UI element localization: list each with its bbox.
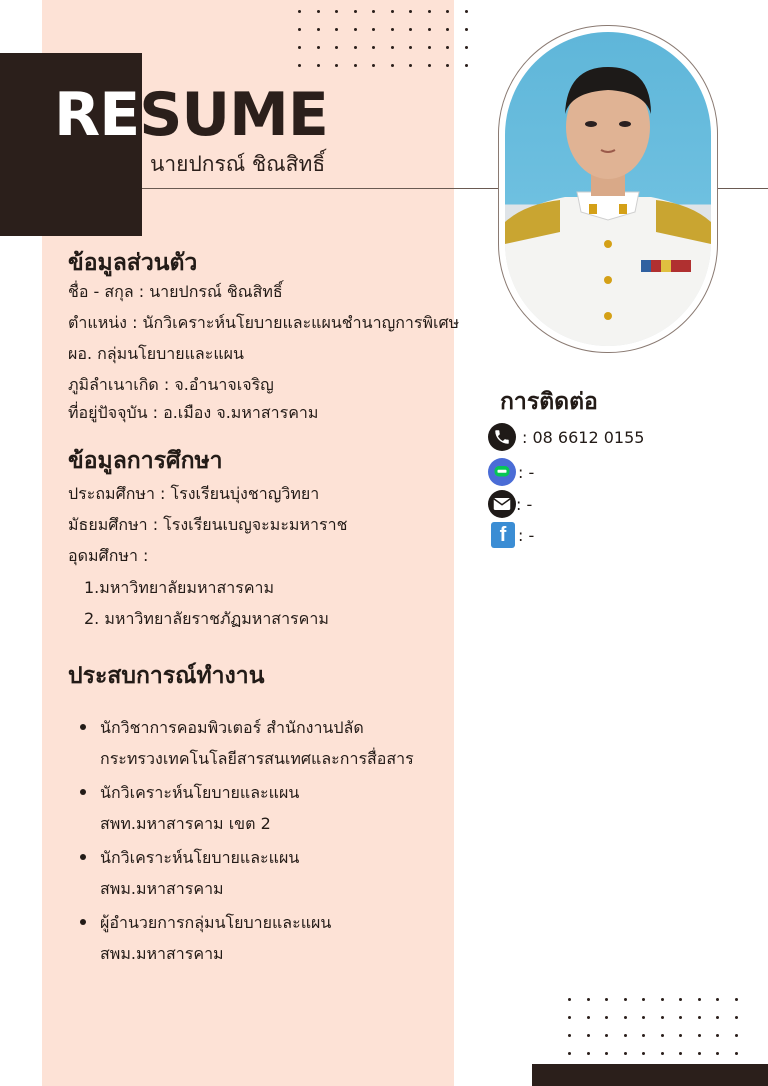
- decor-dot: [735, 1052, 738, 1055]
- decor-dot: [446, 28, 449, 31]
- experience-item-line1: นักวิชาการคอมพิวเตอร์ สำนักงานปลัด: [100, 718, 364, 737]
- decor-dot: [679, 998, 682, 1001]
- experience-list: [78, 712, 448, 972]
- decor-dot: [298, 64, 301, 67]
- decor-dot: [698, 1016, 701, 1019]
- contact-phone-row: [488, 422, 644, 452]
- decor-dot: [391, 46, 394, 49]
- decor-dot: [568, 1034, 571, 1037]
- decor-dot: [587, 998, 590, 1001]
- decor-dot: [661, 998, 664, 1001]
- personal-line-address: ที่อยู่ปัจจุบัน : อ.เมือง จ.มหาสารคาม: [68, 403, 319, 422]
- decor-dot: [298, 28, 301, 31]
- decor-dot: [372, 46, 375, 49]
- decor-dot: [716, 1016, 719, 1019]
- decor-dot: [661, 1052, 664, 1055]
- decor-dot: [335, 46, 338, 49]
- contact-facebook: : -: [518, 525, 535, 545]
- experience-item: [78, 777, 448, 839]
- decor-dot: [624, 998, 627, 1001]
- decor-dot: [642, 1052, 645, 1055]
- decor-dot: [587, 1016, 590, 1019]
- decor-dot: [465, 64, 468, 67]
- decor-dot: [428, 10, 431, 13]
- contact-facebook-row: [488, 520, 534, 550]
- decor-dot: [679, 1052, 682, 1055]
- personal-heading: ข้อมูลส่วนตัว: [68, 250, 198, 276]
- experience-item: [78, 712, 448, 774]
- education-heading: ข้อมูลการศึกษา: [68, 448, 223, 474]
- experience-item-line1: นักวิเคราะห์นโยบายและแผน: [100, 848, 300, 867]
- contact-email-row: [488, 489, 532, 519]
- decor-dot: [317, 28, 320, 31]
- decor-dot: [698, 1052, 701, 1055]
- experience-item-line2: กระทรวงเทคโนโลยีสารสนเทศและการสื่อสาร: [100, 749, 414, 768]
- decor-dot: [335, 28, 338, 31]
- decor-dot: [428, 64, 431, 67]
- decor-dot: [446, 64, 449, 67]
- title-part-white: RE: [54, 80, 140, 150]
- mail-icon: [488, 490, 516, 518]
- experience-item-line2: สพม.มหาสารคาม: [100, 879, 224, 898]
- facebook-icon: f: [491, 522, 515, 548]
- decor-dot: [465, 46, 468, 49]
- personal-line-name: ชื่อ - สกุล : นายปกรณ์ ชิณสิทธิ์: [68, 282, 283, 301]
- decor-dot: [317, 46, 320, 49]
- decor-dot: [335, 64, 338, 67]
- decor-dot: [605, 1016, 608, 1019]
- personal-line-director: ผอ. กลุ่มนโยบายและแผน: [68, 344, 244, 363]
- decor-dot: [465, 10, 468, 13]
- decor-dot: [409, 28, 412, 31]
- contact-line: : -: [518, 462, 535, 482]
- decor-dot: [391, 10, 394, 13]
- experience-item: [78, 842, 448, 904]
- decor-dot: [354, 10, 357, 13]
- decor-dot: [605, 998, 608, 1001]
- decor-dot: [716, 1034, 719, 1037]
- decor-dot: [354, 64, 357, 67]
- decor-dot: [735, 1034, 738, 1037]
- experience-item-line2: สพท.มหาสารคาม เขต 2: [100, 814, 271, 833]
- decor-dot: [372, 28, 375, 31]
- decorative-dots-top: [298, 10, 478, 70]
- university-2: 2. มหาวิทยาลัยราชภัฏมหาสารคาม: [84, 609, 329, 628]
- decor-dot: [642, 1016, 645, 1019]
- experience-heading: ประสบการณ์ทำงาน: [68, 663, 265, 689]
- decor-dot: [735, 1016, 738, 1019]
- decor-dot: [735, 998, 738, 1001]
- decor-dot: [568, 1052, 571, 1055]
- contact-email: : -: [516, 494, 533, 514]
- decor-dot: [298, 10, 301, 13]
- education-higher: อุดมศึกษา :: [68, 546, 149, 565]
- contact-heading: การติดต่อ: [500, 389, 598, 415]
- divider-line-left: [142, 188, 498, 189]
- decor-dot: [624, 1034, 627, 1037]
- decor-dot: [661, 1016, 664, 1019]
- decor-dot: [568, 998, 571, 1001]
- decor-dot: [372, 64, 375, 67]
- decor-dot: [317, 10, 320, 13]
- decor-dot: [624, 1016, 627, 1019]
- decor-dot: [716, 1052, 719, 1055]
- decor-dot: [587, 1052, 590, 1055]
- portrait-illustration: [505, 32, 711, 346]
- decor-dot: [428, 28, 431, 31]
- decor-dot: [409, 64, 412, 67]
- decor-dot: [661, 1034, 664, 1037]
- decor-dot: [716, 998, 719, 1001]
- decor-dot: [428, 46, 431, 49]
- decor-dot: [354, 46, 357, 49]
- decor-dot: [298, 46, 301, 49]
- decor-dot: [605, 1052, 608, 1055]
- decor-dot: [409, 10, 412, 13]
- decor-dot: [642, 1034, 645, 1037]
- contact-phone: : 08 6612 0155: [522, 427, 645, 447]
- decor-dot: [391, 28, 394, 31]
- decor-dot: [391, 64, 394, 67]
- divider-line-right: [716, 188, 768, 189]
- experience-item-line1: ผู้อำนวยการกลุ่มนโยบายและแผน: [100, 913, 332, 932]
- bottom-accent-bar: [532, 1064, 768, 1086]
- education-primary: ประถมศึกษา : โรงเรียนบุ่งชาญวิทยา: [68, 484, 320, 503]
- decor-dot: [679, 1034, 682, 1037]
- decor-dot: [335, 10, 338, 13]
- decor-dot: [317, 64, 320, 67]
- full-name: นายปกรณ์ ชิณสิทธิ์: [150, 152, 326, 176]
- decor-dot: [446, 46, 449, 49]
- experience-item-line2: สพม.มหาสารคาม: [100, 944, 224, 963]
- contact-line-row: [488, 457, 534, 487]
- decor-dot: [679, 1016, 682, 1019]
- decor-dot: [605, 1034, 608, 1037]
- decor-dot: [465, 28, 468, 31]
- experience-item: [78, 907, 448, 969]
- decor-dot: [446, 10, 449, 13]
- line-chat-icon: [488, 458, 516, 486]
- decor-dot: [354, 28, 357, 31]
- personal-line-position: ตำแหน่ง : นักวิเคราะห์นโยบายและแผนชำนาญการพิเศษ: [68, 313, 460, 332]
- decor-dot: [698, 998, 701, 1001]
- resume-title: [54, 80, 328, 150]
- title-part-dark: SUME: [139, 80, 328, 150]
- phone-icon: [488, 423, 516, 451]
- decor-dot: [409, 46, 412, 49]
- decor-dot: [568, 1016, 571, 1019]
- decor-dot: [624, 1052, 627, 1055]
- university-1: 1.มหาวิทยาลัยมหาสารคาม: [84, 578, 275, 597]
- decor-dot: [698, 1034, 701, 1037]
- education-secondary: มัธยมศึกษา : โรงเรียนเบญจะมะมหาราช: [68, 515, 348, 534]
- decor-dot: [587, 1034, 590, 1037]
- decor-dot: [372, 10, 375, 13]
- profile-photo: [505, 32, 711, 346]
- decorative-dots-bottom: [568, 998, 748, 1058]
- experience-item-line1: นักวิเคราะห์นโยบายและแผน: [100, 783, 300, 802]
- decor-dot: [642, 998, 645, 1001]
- personal-line-birthplace: ภูมิลำเนาเกิด : จ.อำนาจเจริญ: [68, 375, 274, 394]
